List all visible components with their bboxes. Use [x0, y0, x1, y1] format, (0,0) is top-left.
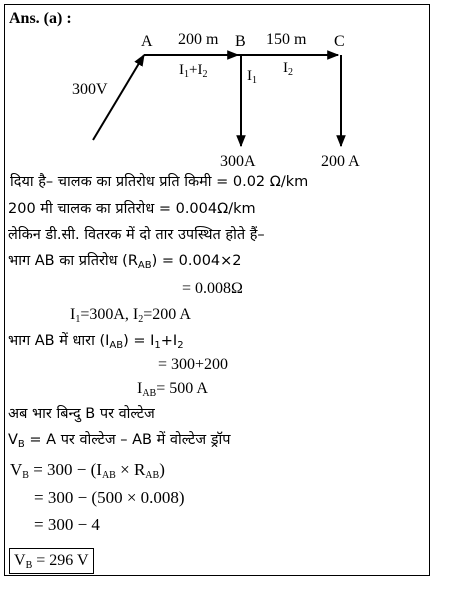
current-ab-sum-line: = 300+200 — [158, 356, 229, 373]
node-c-label: C — [334, 33, 345, 50]
answer-heading: Ans. (a) : — [9, 10, 72, 27]
load-c-label: 200 A — [321, 153, 360, 170]
current-bc-label: $I_2$ — [283, 60, 293, 78]
node-b-label: B — [235, 33, 246, 50]
current-ab-label: $I_1+I_2$ — [179, 62, 208, 80]
current-ab-line: भाग AB में धारा $(I_{AB}) = I_1+I_2$ — [8, 333, 184, 351]
voltage-label: 300V — [72, 81, 108, 98]
current-b-label: $I_1$ — [247, 68, 257, 86]
voltage-b-substitution-line: = 300 − (500 × 0.008) — [34, 488, 185, 507]
node-a-label: A — [141, 33, 153, 50]
section-ab-resistance-line: भाग AB का प्रतिरोध $(R_{AB}) = 0.004\times 2$ — [8, 253, 242, 271]
length-ab-label: 200 m — [178, 31, 219, 48]
load-currents-line: $I_1=300A$, $I_2=200$ A — [70, 306, 191, 325]
load-b-label: 300A — [220, 153, 256, 170]
two-wire-note-line: लेकिन डी.सी. वितरक में दो तार उपस्थित होते हैं– — [8, 227, 265, 243]
conductor-resistance-line: 200 मी चालक का प्रतिरोध = 0.004Ω/km — [8, 201, 256, 217]
voltage-b-formula-line: $V_B = 300 - (I_{AB} \times R_{AB})$ — [10, 460, 165, 481]
distributor-diagram — [0, 0, 458, 175]
section-ab-resistance-value: = 0.008Ω — [182, 280, 243, 297]
voltage-drop-formula-line: $V_B = A$ पर वोल्टेज – AB में वोल्टेज ड्रॉप — [8, 432, 231, 450]
voltage-b-simplified-line: = 300 − 4 — [34, 515, 100, 534]
current-ab-result-line: $I_{AB}= 500$ A — [137, 380, 208, 399]
given-resistance-line: दिया है– चालक का प्रतिरोध प्रति किमी = 0.02 Ω/km — [10, 174, 309, 190]
voltage-at-b-heading: अब भार बिन्दु B पर वोल्टेज — [8, 406, 155, 422]
length-bc-label: 150 m — [266, 31, 307, 48]
final-answer-box: $V_B = 296$ V — [9, 548, 94, 574]
